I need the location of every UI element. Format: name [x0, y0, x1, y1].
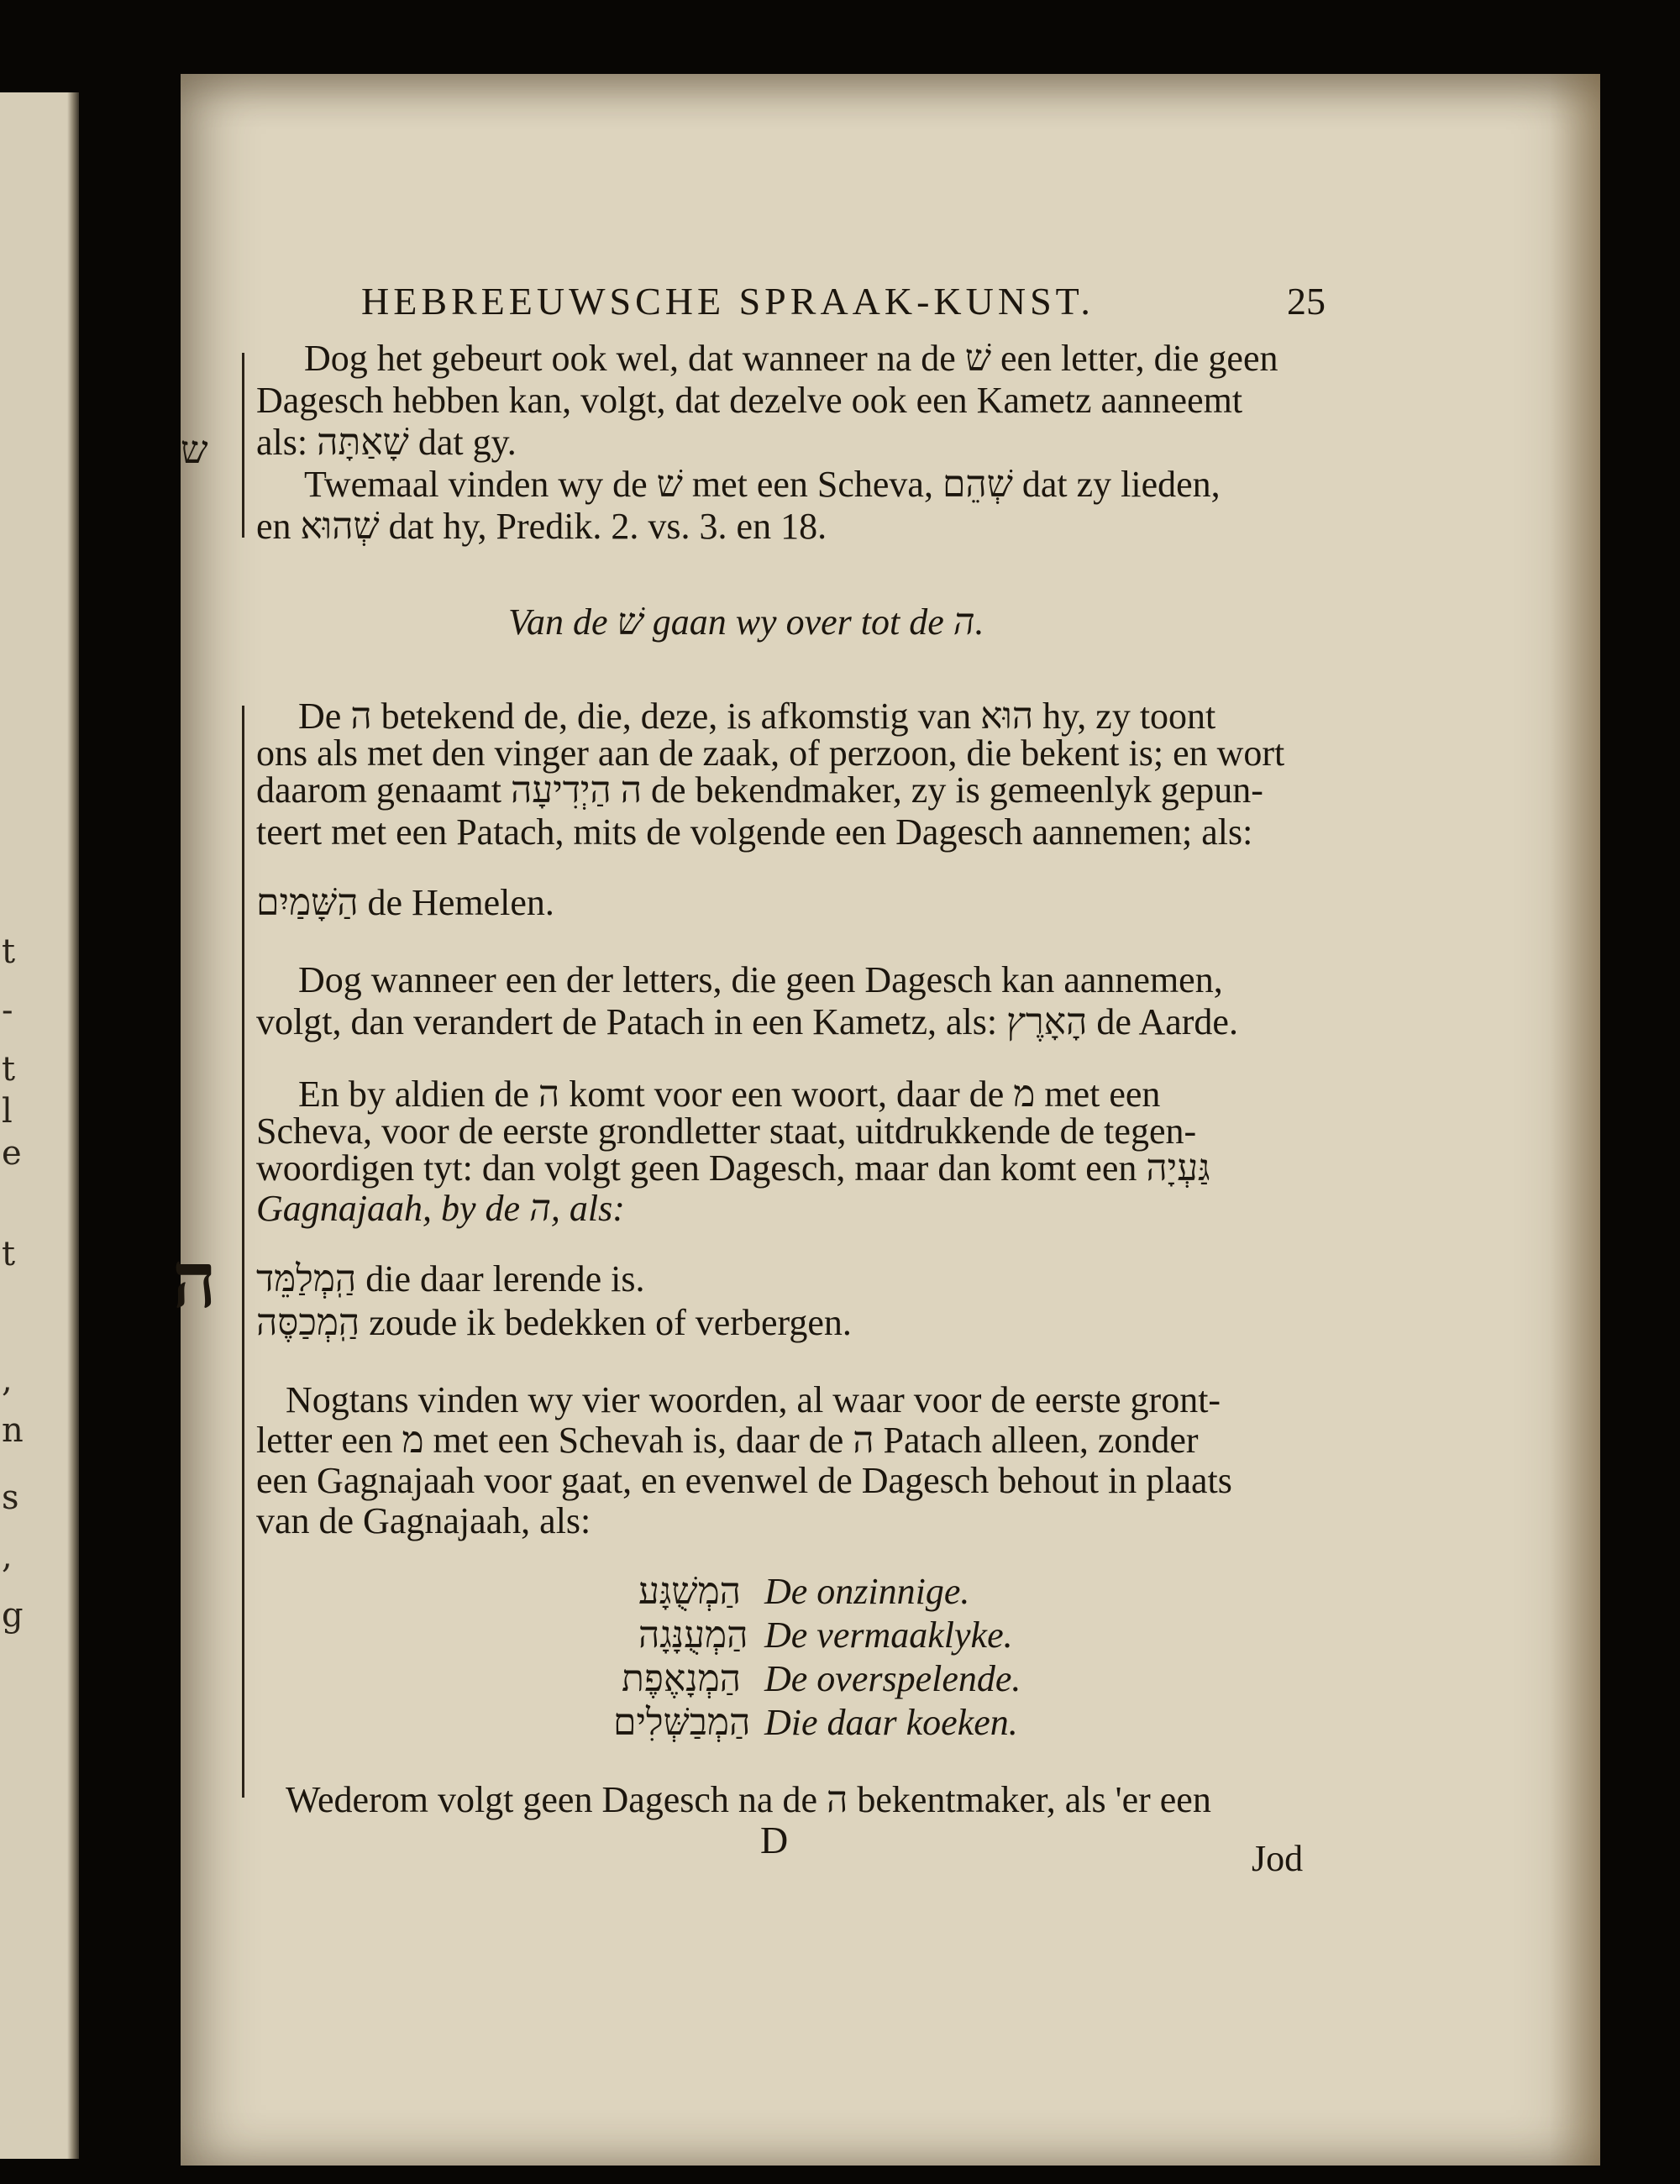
para6-line4: van de Gagnajaah, als:: [256, 1500, 591, 1541]
list-item-gloss: De overspelende.: [764, 1658, 1021, 1699]
para5-line4: Gagnajaah, by de ה, als:: [256, 1188, 625, 1229]
example-teaching: הַֽמְלַמֵּד die daar lerende is.: [256, 1258, 645, 1299]
para1-line3: als: שָׁאַתָּה dat gy.: [256, 422, 517, 463]
running-head: HEBREEUWSCHE SPRAAK-KUNST.: [361, 280, 1095, 323]
list-item: הַמְנָאֶפֶת: [622, 1658, 741, 1699]
para5-line1: En by aldien de ה komt voor een woort, daar de מ met een: [298, 1074, 1161, 1115]
facing-page-letter: g: [2, 1596, 24, 1635]
facing-page-letter: n: [2, 1411, 24, 1450]
para3-line2: ons als met den vinger aan de zaak, of perzoon, die bekent is; en wort: [256, 732, 1285, 774]
margin-letter-he: ה: [172, 1235, 217, 1326]
list-item: הַמְעֻנָּגָה: [638, 1614, 748, 1656]
facing-page-letter: t: [2, 1050, 16, 1089]
para3-line4: teert met een Patach, mits de volgende een Dagesch aannemen; als:: [256, 811, 1253, 853]
facing-page-letter: t: [2, 1235, 16, 1273]
signature-mark: D: [760, 1819, 789, 1861]
example-cover: הַֽמְכַסֶּה zoude ik bedekken of verbergen.: [256, 1302, 852, 1343]
example-heavens: הַשָּׁמַיִם de Hemelen.: [256, 882, 554, 923]
para6-line2: letter een מ met een Schevah is, daar de ה Patach alleen, zonder: [256, 1420, 1199, 1461]
page-number: 25: [1287, 280, 1326, 323]
para6-line3: een Gagnajaah voor gaat, en evenwel de Dagesch behout in plaats: [256, 1460, 1232, 1501]
para3-line1: De ה betekend de, die, deze, is afkomstig van הוּא hy, zy toont: [298, 696, 1216, 737]
list-item: הַמְשֻׁגָּע: [638, 1571, 741, 1612]
facing-page-margin-letters: [0, 92, 74, 2159]
facing-page-letter: ,: [2, 1361, 13, 1399]
facing-page-letter: -: [2, 991, 13, 1030]
list-item-gloss: De vermaaklyke.: [764, 1614, 1013, 1656]
para4-line1: Dog wanneer een der letters, die geen Dagesch kan aannemen,: [298, 959, 1223, 1000]
facing-page-letter: e: [2, 1134, 22, 1173]
para5-line3: woordigen tyt: dan volgt geen Dagesch, maar dan komt een גַּעְיָה: [256, 1147, 1210, 1189]
para6-line1: Nogtans vinden wy vier woorden, al waar voor de eerste gront-: [286, 1379, 1221, 1420]
facing-page-letter: s: [2, 1478, 19, 1517]
margin-letter-shin: ש: [181, 427, 208, 472]
final-line: Wederom volgt geen Dagesch na de ה bekentmaker, als 'er een: [286, 1779, 1211, 1820]
margin-bracket-he: [242, 706, 244, 1798]
para3-line3: daarom genaamt ה הַיְדִיעָה de bekendmaker, zy is gemeenlyk gepun-: [256, 769, 1263, 811]
para2-line2: en שְׁהוּא dat hy, Predik. 2. vs. 3. en 18.: [256, 506, 827, 547]
facing-page-letter: ,: [2, 1537, 13, 1576]
para1-line1: Dog het gebeurt ook wel, dat wanneer na de שׁ een letter, die geen: [304, 338, 1278, 379]
catchword: Jod: [1252, 1838, 1304, 1879]
list-item-gloss: Die daar koeken.: [764, 1702, 1018, 1743]
facing-page-edge: [0, 92, 74, 2159]
para2-line1: Twemaal vinden wy de שׁ met een Scheva, שְׁהֵם dat zy lieden,: [304, 464, 1221, 505]
para1-line2: Dagesch hebben kan, volgt, dat dezelve ook een Kametz aanneemt: [256, 380, 1243, 421]
list-item-gloss: De onzinnige.: [764, 1571, 970, 1612]
list-item: הַמְבַשְּׁלִים: [613, 1702, 751, 1743]
facing-page-letter: l: [2, 1092, 13, 1131]
facing-page-letter: t: [2, 932, 16, 971]
para4-line2: volgt, dan verandert de Patach in een Kametz, als: הָאָרֶץ de Aarde.: [256, 1001, 1238, 1042]
para5-line2: Scheva, voor de eerste grondletter staat, uitdrukkende de tegen-: [256, 1110, 1197, 1152]
margin-bracket-shin: [242, 353, 244, 538]
section-heading: Van de שׁ gaan wy over tot de ה.: [508, 601, 984, 643]
